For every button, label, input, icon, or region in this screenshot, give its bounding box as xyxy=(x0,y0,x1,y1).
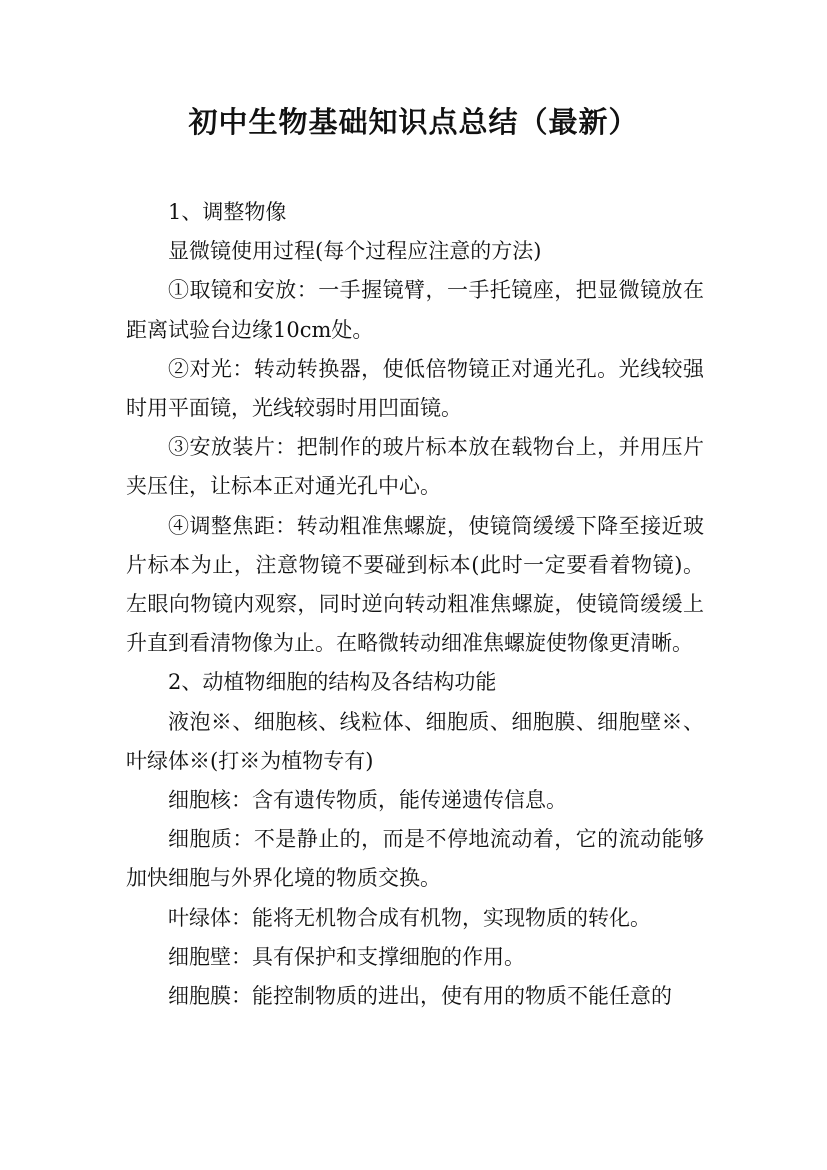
paragraph-microscope-process: 显微镜使用过程(每个过程应注意的方法) xyxy=(168,239,542,264)
document-title: 初中生物基础知识点总结（最新） xyxy=(188,105,639,139)
paragraph-cell-structures: 液泡※、细胞核、线粒体、细胞质、细胞膜、细胞壁※、叶绿体※(打※为植物专有) xyxy=(126,709,704,773)
paragraph-nucleus: 细胞核：含有遗传物质，能传递遗传信息。 xyxy=(168,788,567,813)
paragraph-section-2-heading: 2、动植物细胞的结构及各结构功能 xyxy=(168,670,497,695)
paragraph-cell-wall: 细胞壁：具有保护和支撑细胞的作用。 xyxy=(168,944,525,969)
paragraph-step-3: ③安放装片：把制作的玻片标本放在载物台上，并用压片夹压住，让标本正对通光孔中心。 xyxy=(126,435,704,499)
document-body xyxy=(126,193,704,1016)
paragraph-step-4: ④调整焦距：转动粗准焦螺旋，使镜筒缓缓下降至接近玻片标本为止，注意物镜不要碰到标本(此时一定要看着物镜)。左眼向物镜内观察，同时逆向转动粗准焦螺旋，使镜筒缓缓上升直到看清物像为止。在略微转动细准焦螺旋使物像更清晰。 xyxy=(126,513,704,656)
paragraph-chloroplast: 叶绿体：能将无机物合成有机物，实现物质的转化。 xyxy=(168,905,651,930)
paragraph-cytoplasm: 细胞质：不是静止的，而是不停地流动着，它的流动能够加快细胞与外界化境的物质交换。 xyxy=(126,827,704,891)
paragraph-step-2: ②对光：转动转换器，使低倍物镜正对通光孔。光线较强时用平面镜，光线较弱时用凹面镜。 xyxy=(126,356,704,421)
paragraph-cell-membrane: 细胞膜：能控制物质的进出，使有用的物质不能任意的 xyxy=(168,984,672,1009)
paragraph-step-1: ①取镜和安放：一手握镜臂，一手托镜座，把显微镜放在距离试验台边缘10cm处。 xyxy=(126,278,704,342)
paragraph-section-1-heading: 1、调整物像 xyxy=(168,200,287,224)
